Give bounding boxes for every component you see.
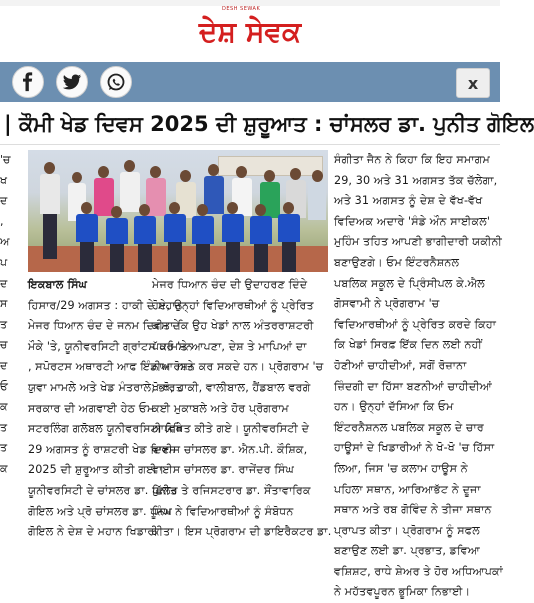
- article-line: ਵਾਈਸ ਚਾਂਸਲਰ ਡਾ. ਐਨ.ਪੀ. ਕੌਸ਼ਿਕ,: [152, 442, 308, 456]
- article-line: ਹਾਊਸਾਂ ਦੇ ਖਿਡਾਰੀਆਂ ਨੇ ਖੋ-ਖੋ 'ਚ ਹਿੱਸਾ: [334, 441, 495, 455]
- article-line: ਸੰਗੀਤਾ ਜੈਨ ਨੇ ਕਿਹਾ ਕਿ ਇਹ ਸਮਾਗਮ: [334, 153, 490, 166]
- article-line: ਪਬਲਿਕ ਸਕੂਲ ਦੇ ਪ੍ਰਿੰਸੀਪਲ ਕੇ.ਐਲ: [334, 276, 485, 290]
- article-line: ਹਿਸਾਰ/29 ਅਗਸਤ : ਹਾਕੀ ਦੇ ਮਹਾਨ: [28, 298, 183, 312]
- article-line: ਸਥਾਨ ਅਤੇ ਰਬ ਗੋਵਿੰਦ ਨੇ ਤੀਜਾ ਸਥਾਨ: [334, 503, 492, 517]
- masthead: [0, 0, 500, 62]
- article-line: ਨਾਮ ਰੋਸ਼ਨ ਕਰ ਸਕਦੇ ਹਨ। ਪ੍ਰੋਗਰਾਮ 'ਚ: [152, 360, 324, 374]
- article-line: 'ਚ: [0, 153, 11, 166]
- article-line: ਬਣਾਉਣ ਲਈ ਡਾ. ਪ੍ਰਭਾਤ, ਡਵਿਆ: [334, 544, 481, 558]
- article-line: ਗੋਸਵਾਮੀ ਨੇ ਪ੍ਰੋਗਰਾਮ 'ਚ: [334, 297, 440, 311]
- article-line: ਮੇਜਰ ਧਿਆਨ ਚੰਦ ਦੇ ਜਨਮ ਦਿਵਸ ਦੇ: [28, 319, 180, 333]
- article-line: ਯੁਵਾ ਮਾਮਲੇ ਅਤੇ ਖੇਡ ਮੰਤਰਾਲੇ, ਭਾਰਤ: [28, 380, 183, 394]
- article-line: ਬਣਾਉਣਗੇ। ਓਮ ਇੰਟਰਨੈਸ਼ਨਲ: [334, 255, 460, 269]
- article-column-left: [28, 275, 194, 539]
- article-line: , ਸਪੋਰਟਸ ਅਥਾਰਟੀ ਆਫ ਇੰਡੀਆ ਅਤੇ: [28, 360, 194, 374]
- event-photo: [28, 150, 328, 272]
- whatsapp-share-button[interactable]: [100, 66, 132, 98]
- article-line: ਦ: [0, 194, 8, 208]
- article-line: ਕਈ ਮੁਕਾਬਲੇ ਅਤੇ ਹੋਰ ਪ੍ਰੋਗਰਾਮ: [152, 401, 289, 415]
- article-line: ਸਟਰਲਿੰਗ ਗਲੋਬਲ ਯੂਨੀਵਰਸਿਟੀ ਵਿਖੇ: [28, 422, 183, 436]
- article-line: ਅ: [0, 235, 10, 249]
- article-line: ਦ: [0, 276, 8, 290]
- article-line: ਕੀਤਾ ਕਿ ਉਹ ਖੇਡਾਂ ਨਾਲ ਅੰਤਰਰਾਸ਼ਟਰੀ: [152, 319, 314, 333]
- article-line: ਪੱਧਰ 'ਤੇ ਆਪਣਾ, ਦੇਸ਼ ਤੇ ਮਾਪਿਆਂ ਦਾ: [152, 339, 307, 353]
- article-line: ਪਹਿਲਾ ਸਥਾਨ, ਆਰਿਆਭੱਟ ਨੇ ਦੂਜਾ: [334, 482, 481, 496]
- article-line: ਵਿਦਿਆਰਥੀਆਂ ਨੂੰ ਪ੍ਰੇਰਿਤ ਕਰਦੇ ਕਿਹਾ: [334, 317, 497, 331]
- article-line: ਖੋ ਖੋ, ਹਾਕੀ, ਵਾਲੀਬਾਲ, ਹੈਂਡਬਾਲ ਵਰਗੇ: [152, 380, 311, 394]
- share-bar: [0, 62, 500, 102]
- article-line: ਤ: [0, 317, 8, 331]
- article-line: ਇਕਬਾਲ ਸਿੰਘ: [28, 278, 88, 291]
- article-line: ਅਤੇ 31 ਅਗਸਤ ਨੂੰ ਦੇਸ਼ ਦੇ ਵੱਖ-ਵੱਖ: [334, 194, 483, 208]
- article-column-right: [334, 150, 503, 599]
- facebook-share-button[interactable]: [12, 66, 44, 98]
- article-line: ਚ: [0, 338, 8, 352]
- article-line: ਹੋਣੀਆਂ ਚਾਹੀਦੀਆਂ, ਸਗੋਂ ਰੋਜ਼ਾਨਾ: [334, 358, 467, 372]
- article-line: ਆਯੋਜਿਤ ਕੀਤੇ ਗਏ। ਯੂਨੀਵਰਸਿਟੀ ਦੇ: [152, 422, 310, 436]
- article-line: 2025 ਦੀ ਸ਼ੁਰੂਆਤ ਕੀਤੀ ਗਈ।: [28, 463, 165, 477]
- headline-divider: [0, 144, 500, 145]
- article-line: ਹੋਏ, ਉਨ੍ਹਾਂ ਵਿਦਿਆਰਥੀਆਂ ਨੂੰ ਪ੍ਰੇਰਿਤ: [152, 298, 314, 312]
- article-line: ਨੇ ਮਹੱਤਵਪੂਰਨ ਭੂਮਿਕਾ ਨਿਭਾਈ।: [334, 585, 471, 599]
- article-line: ਓ: [0, 379, 8, 393]
- article-line: ਤ: [0, 420, 8, 434]
- article-line: ,: [0, 214, 4, 228]
- article-line: ਲਿਆ, ਜਿਸ 'ਚ ਕਲਾਮ ਹਾਊਸ ਨੇ: [334, 461, 468, 475]
- article-line: ਪ: [0, 255, 8, 269]
- facebook-icon: [18, 72, 38, 92]
- article-line: ਛਿੱਲਰ ਤੇ ਰਜਿਸਟਰਾਰ ਡਾ. ਸੌਂਤਾਵਾਰਿਕ: [152, 483, 311, 497]
- twitter-share-button[interactable]: [56, 66, 88, 98]
- article-line: ਕ: [0, 461, 8, 475]
- article-line: ਜ਼ਿੰਦਗੀ ਦਾ ਹਿੱਸਾ ਬਣਨੀਆਂ ਚਾਹੀਦੀਆਂ: [334, 379, 492, 393]
- article-line: ਖ: [0, 173, 7, 187]
- article-column-middle: [152, 275, 332, 539]
- newspaper-title: ਦੇਸ਼ ਸੇਵਕ: [198, 15, 302, 48]
- article-line: ਸਿੰਘ ਨੇ ਵਿਦਿਆਰਥੀਆਂ ਨੂੰ ਸੰਬੋਧਨ: [152, 504, 294, 518]
- article-line: ਮੁਹਿੰਮ ਤਹਿਤ ਆਪਣੀ ਭਾਗੀਦਾਰੀ ਯਕੀਨੀ: [334, 235, 502, 249]
- article-line: ਵਿਦਿਅਕ ਅਦਾਰੇ 'ਸੰਡੇ ਔਨ ਸਾਈਕਲ': [334, 214, 491, 228]
- article-line: ਤ: [0, 441, 8, 455]
- article-line: ਵਸ਼ਿਸ਼ਟ, ਰਾਧੇ ਸ਼ੇਅਰ ਤੇ ਹੋਰ ਅਧਿਆਪਕਾਂ: [334, 564, 503, 578]
- article-line: 29 ਅਗਸਤ ਨੂੰ ਰਾਸ਼ਟਰੀ ਖੇਡ ਦਿਵਸ: [28, 442, 177, 456]
- article-line: ਗੋਇਲ ਨੇ ਦੇਸ਼ ਦੇ ਮਹਾਨ ਖਿਡਾਰੀ: [28, 525, 158, 539]
- whatsapp-icon: [106, 72, 126, 92]
- article-line: ਕ: [0, 400, 8, 414]
- article-line: ਸਰਕਾਰ ਦੀ ਅਗਵਾਈ ਹੇਠ ਓਮ: [28, 401, 155, 415]
- article-line: ਯੂਨੀਵਰਸਿਟੀ ਦੇ ਚਾਂਸਲਰ ਡਾ. ਪੁਨੀਤ: [28, 483, 178, 497]
- article-line: ਇੰਟਰਨੈਸ਼ਨਲ ਪਬਲਿਕ ਸਕੂਲ ਦੇ ਚਾਰ: [334, 420, 484, 434]
- article-line: 29, 30 ਅਤੇ 31 ਅਗਸਤ ਤੱਕ ਚੱਲੇਗਾ,: [334, 173, 498, 187]
- article-line: ਸ: [0, 297, 8, 311]
- twitter-icon: [62, 72, 82, 92]
- article-line: ਕਿ ਖੇਡਾਂ ਸਿਰਫ਼ ਇੱਕ ਦਿਨ ਲਈ ਨਹੀਂ: [334, 338, 482, 352]
- masthead-tagline: DESH SEWAK: [222, 6, 261, 12]
- article-line: ਪ੍ਰਾਪਤ ਕੀਤਾ। ਪ੍ਰੋਗਰਾਮ ਨੂੰ ਸਫਲ: [334, 523, 480, 537]
- article-line: ਦ: [0, 358, 8, 372]
- article-line: ਮੇਜਰ ਧਿਆਨ ਚੰਦ ਦੀ ਉਦਾਹਰਣ ਦਿੰਦੇ: [152, 278, 308, 291]
- article-line: ਹਨ। ਉਨ੍ਹਾਂ ਦੱਸਿਆ ਕਿ ਓਮ: [334, 400, 454, 414]
- article-line: ਗੋਇਲ ਅਤੇ ਪ੍ਰੋ ਚਾਂਸਲਰ ਡਾ. ਪੂਨਮ: [28, 504, 173, 518]
- article-line: ਵਾਈਸ ਚਾਂਸਲਰ ਡਾ. ਰਾਜੇਂਦਰ ਸਿੰਘ: [152, 463, 295, 477]
- adjacent-article-sliver: [0, 150, 20, 489]
- article-line: ਮੌਕੇ 'ਤੇ, ਯੂਨੀਵਰਸਿਟੀ ਗ੍ਰਾਂਟਸ ਕਮਿਸ਼ਨ: [28, 339, 193, 353]
- article-headline: | ਕੌਮੀ ਖੇਡ ਦਿਵਸ 2025 ਦੀ ਸ਼ੁਰੂਆਤ : ਚਾਂਸਲਰ ਡਾ. ਪੁਨੀਤ ਗੋਇਲ: [0, 104, 500, 144]
- article-line: ਕੀਤਾ। ਇਸ ਪ੍ਰੋਗਰਾਮ ਦੀ ਡਾਇਰੈਕਟਰ ਡਾ.: [152, 525, 332, 539]
- close-share-bar-button[interactable]: x: [456, 68, 490, 98]
